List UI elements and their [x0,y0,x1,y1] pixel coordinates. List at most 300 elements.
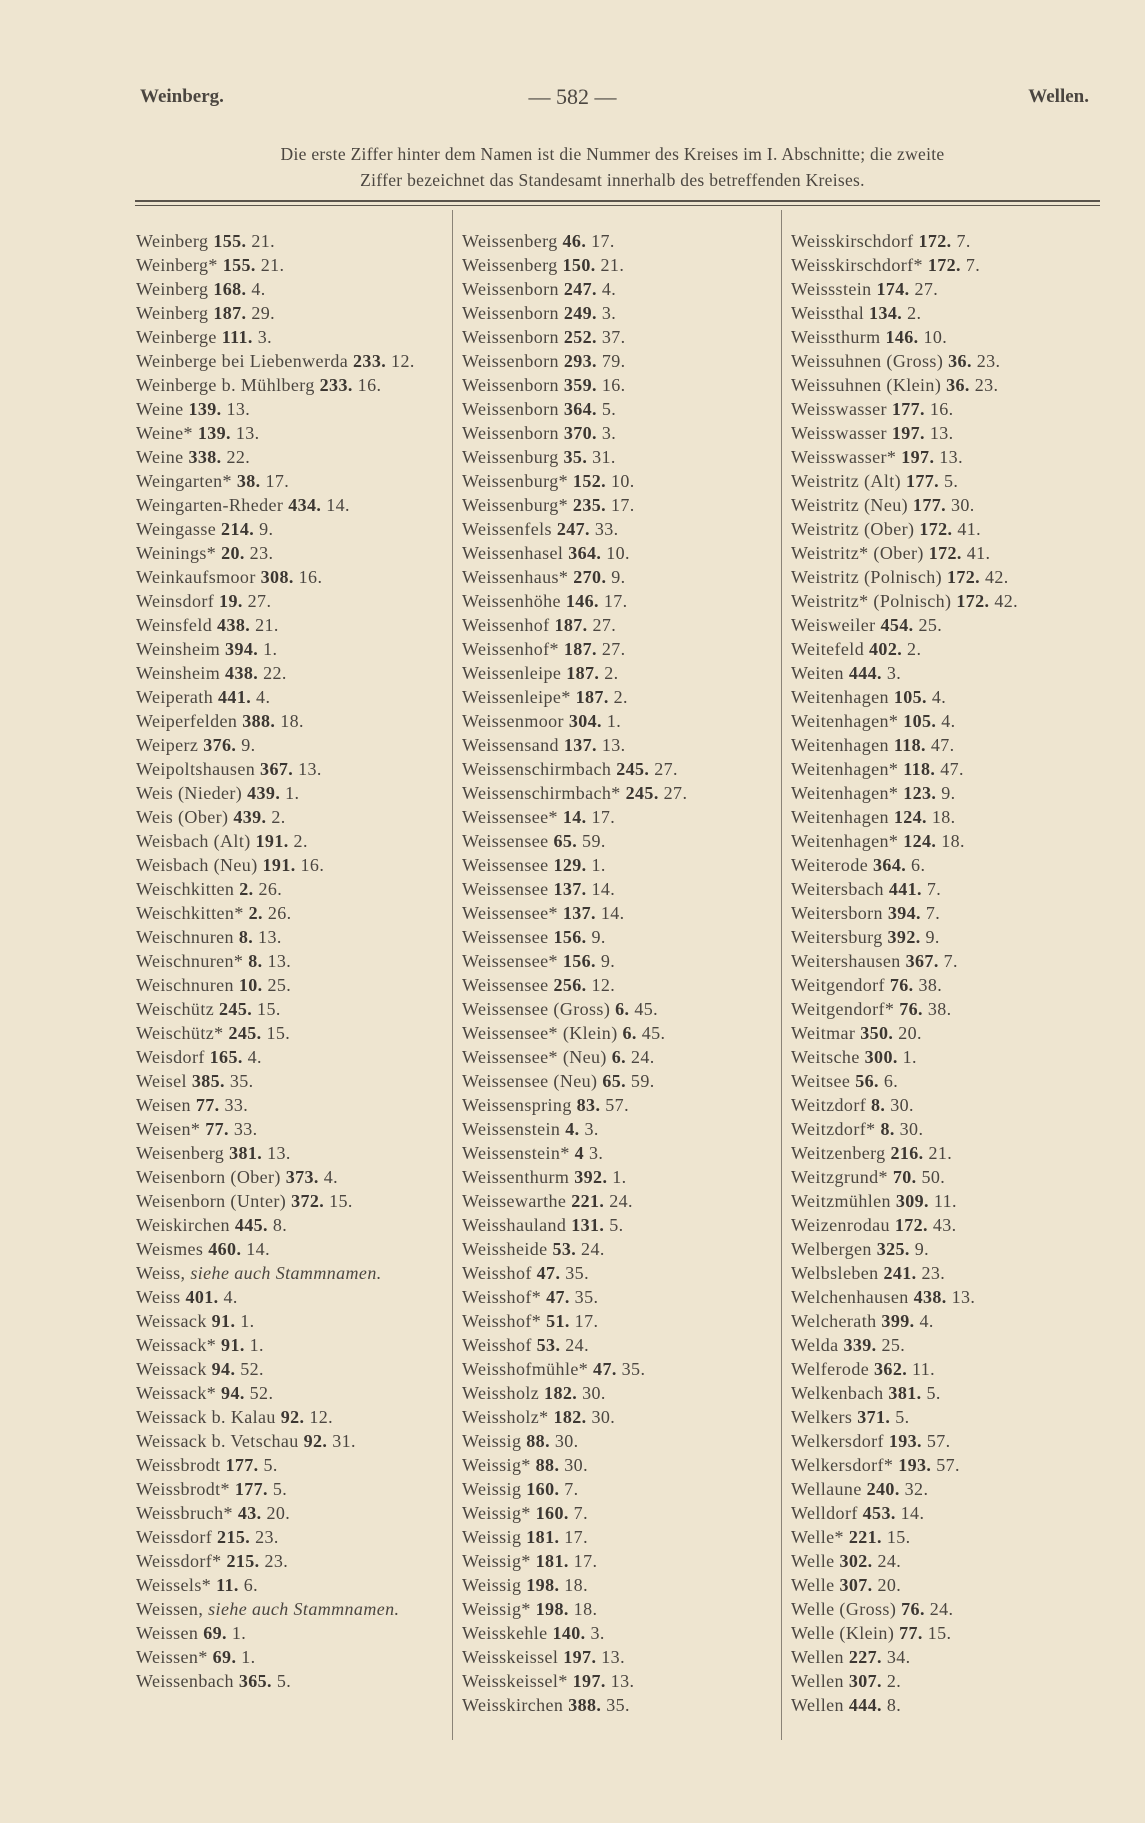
index-entry [136,901,454,925]
place-name: Weisshof* [462,1287,542,1307]
registry-office-number: 13. [939,447,963,467]
place-name: Weitgendorf* [791,999,895,1019]
index-entry [136,1165,454,1189]
registry-office-number: 37. [601,327,626,347]
place-name: Weissheide [462,1239,548,1259]
index-entry [791,1621,1109,1645]
place-name: Weissenleipe [462,663,562,683]
district-number: 381. [229,1143,263,1163]
place-name: Weinberge b. Mühlberg [136,375,315,395]
index-entry [136,445,454,469]
place-name: Weitenhagen [791,687,889,707]
registry-office-number: 9. [600,951,616,971]
district-number: 43. [237,1503,262,1523]
district-number: 307. [848,1671,882,1691]
district-number: 105. [893,687,927,707]
district-number: 309. [895,1191,929,1211]
place-name: Weismes [136,1239,204,1259]
district-number: 197. [891,423,925,443]
district-number: 156. [562,951,596,971]
registry-office-number: 5. [263,1455,278,1475]
index-entry [136,277,454,301]
district-number: 438. [913,1287,947,1307]
index-entry [136,829,454,853]
place-name: Weissenborn [462,399,559,419]
index-entry [791,1693,1109,1717]
place-name: Weissenberg [462,255,558,275]
district-number: 91. [221,1335,245,1355]
place-name: Weizenrodau [791,1215,890,1235]
place-name: Weitenhagen* [791,831,899,851]
place-name: Wellen [791,1647,844,1667]
index-entry [136,349,454,373]
registry-office-number: 41. [966,543,991,563]
district-number: 438. [217,615,251,635]
district-number: 56. [855,1071,879,1091]
district-number: 88. [535,1455,560,1475]
registry-office-number: 13. [298,759,322,779]
index-entry [462,733,780,757]
district-number: 69. [212,1647,237,1667]
place-name: Weissuhnen (Gross) [791,351,944,371]
district-number: 308. [260,567,294,587]
district-number: 270. [573,567,607,587]
registry-office-number: 27. [592,615,617,635]
index-entry [462,661,780,685]
index-entry [462,901,780,925]
index-entry [136,1021,454,1045]
district-number: 441. [888,879,922,899]
place-name: Weissig [462,1575,522,1595]
index-entry [462,925,780,949]
registry-office-number: 21. [600,255,625,275]
index-entry [791,1333,1109,1357]
place-name: Weissensee [462,831,549,851]
district-number: 92. [280,1407,305,1427]
index-entry [791,589,1109,613]
place-name: Welcherath [791,1311,877,1331]
place-name: Weisen* [136,1119,201,1139]
place-name: Weisskehle [462,1623,548,1643]
district-number: 197. [901,447,935,467]
district-number: 182. [544,1383,578,1403]
index-entry [462,709,780,733]
place-name: Welbergen [791,1239,872,1259]
index-entry [791,1213,1109,1237]
place-name: Weisshof [462,1335,532,1355]
registry-office-number: 16. [357,375,382,395]
district-number: 399. [881,1311,915,1331]
index-entry [136,1357,454,1381]
index-entry [791,733,1109,757]
district-number: 221. [571,1191,605,1211]
place-name: Weinberge [136,327,217,347]
index-entry [462,1597,780,1621]
index-entry [462,1645,780,1669]
registry-office-number: 30. [890,1095,914,1115]
district-number: 146. [885,327,919,347]
place-name: Weitmar [791,1023,856,1043]
index-entry [462,1525,780,1549]
registry-office-number: 6. [911,855,926,875]
index-entry [791,973,1109,997]
district-number: 339. [843,1335,877,1355]
page-number: — 582 — [528,84,617,109]
district-number: 187. [554,615,588,635]
district-number: 214. [221,519,255,539]
district-number: 197. [572,1671,606,1691]
place-name: Weitersborn [791,903,883,923]
index-entry [791,517,1109,541]
registry-office-number: 12. [591,975,616,995]
index-column-1 [136,229,454,1693]
index-entry [136,229,454,253]
index-entry [136,1621,454,1645]
index-entry [791,853,1109,877]
place-name: Weissbrodt [136,1455,221,1475]
district-number: 111. [221,327,253,347]
district-number: 35. [563,447,588,467]
index-entry [462,1477,780,1501]
index-entry [462,1573,780,1597]
place-name: Weipoltshausen [136,759,256,779]
registry-office-number: 20. [266,1503,291,1523]
district-number: 198. [535,1599,569,1619]
place-name: Weitzdorf [791,1095,867,1115]
index-entry [462,541,780,565]
district-number: 177. [234,1479,268,1499]
place-name: Welle (Klein) [791,1623,895,1643]
registry-office-number: 14. [600,903,625,923]
district-number: 233. [319,375,353,395]
place-name: Weissenborn [462,423,559,443]
place-name: Weissen [136,1623,199,1643]
index-entry [462,877,780,901]
registry-office-number: 38. [927,999,952,1019]
district-number: 439. [233,807,267,827]
registry-office-number: 1. [902,1047,917,1067]
index-entry [136,757,454,781]
district-number: 2. [248,903,263,923]
registry-office-number: 5. [895,1407,910,1427]
registry-office-number: 50. [921,1167,946,1187]
district-number: 76. [901,1599,925,1619]
index-entry [462,397,780,421]
district-number: 172. [946,567,981,587]
registry-office-number: 15. [257,999,281,1019]
registry-office-number: 42. [984,567,1009,587]
index-entry [462,1381,780,1405]
place-name: Weinsfeld [136,615,213,635]
district-number: 77. [195,1095,220,1115]
index-entry [791,1189,1109,1213]
district-number: 51. [546,1311,570,1331]
registry-office-number: 27. [654,759,678,779]
registry-office-number: 17. [603,591,628,611]
registry-office-number: 52. [240,1359,264,1379]
index-entry [791,565,1109,589]
district-number: 402. [869,639,903,659]
district-number: 36. [948,351,972,371]
place-name: Weissthurm [791,327,881,347]
district-number: 181. [535,1551,569,1571]
index-entry [462,1549,780,1573]
place-name: Weine [136,447,184,467]
index-entry [462,253,780,277]
index-entry [791,1429,1109,1453]
district-number: 394. [887,903,921,923]
registry-office-number: 1. [612,1167,627,1187]
place-name: Weischnuren [136,927,234,947]
district-number: 364. [563,399,597,419]
district-number: 444. [848,663,882,683]
place-name: Weistritz* (Ober) [791,543,924,563]
district-number: 47. [593,1359,617,1379]
district-number: 249. [563,303,597,323]
place-name: Weisshauland [462,1215,567,1235]
registry-office-number: 5. [272,1479,288,1499]
district-number: 177. [912,495,947,515]
registry-office-number: 13. [610,1671,635,1691]
registry-office-number: 23. [255,1527,279,1547]
place-name: Weissack [136,1359,207,1379]
district-number: 131. [571,1215,605,1235]
registry-office-number: 24. [581,1239,605,1259]
registry-office-number: 7. [943,951,958,971]
place-name: Weissenborn [462,375,559,395]
district-number: 304. [568,711,602,731]
registry-office-number: 11. [933,1191,957,1211]
district-number: 38. [236,471,261,491]
index-entry [136,1285,454,1309]
district-number: 445. [234,1215,268,1235]
registry-office-number: 7. [564,1479,579,1499]
place-name: Welle (Gross) [791,1599,897,1619]
index-entry [791,253,1109,277]
district-number: 307. [839,1575,873,1595]
registry-office-number: 2. [613,687,628,707]
place-name: Weissack [136,1311,207,1331]
district-number: 364. [873,855,907,875]
registry-office-number: 16. [298,567,323,587]
district-number: 191. [255,831,289,851]
district-number: 94. [211,1359,236,1379]
district-number: 227. [848,1647,882,1667]
registry-office-number: 8. [886,1695,902,1715]
place-name: Weinkaufsmoor [136,567,256,587]
cross-reference: siehe auch Stammnamen. [208,1599,400,1619]
place-name: Weisenborn (Unter) [136,1191,287,1211]
index-entry [462,1405,780,1429]
registry-office-number: 41. [957,519,982,539]
index-entry [791,1309,1109,1333]
district-number: 47. [546,1287,570,1307]
place-name: Weissack b. Kalau [136,1407,276,1427]
district-number: 137. [563,735,597,755]
place-name: Weiperz [136,735,199,755]
district-number: 6. [622,1023,637,1043]
district-number: 441. [218,687,252,707]
index-entry [136,1501,454,1525]
place-name: Weissenberg [462,231,558,251]
index-entry [791,1165,1109,1189]
district-number: 187. [213,303,247,323]
place-name: Weischnuren* [136,951,244,971]
index-entry [462,421,780,445]
registry-office-number: 34. [886,1647,911,1667]
index-entry [462,1213,780,1237]
registry-office-number: 1. [606,711,622,731]
place-name: Weitzmühlen [791,1191,891,1211]
place-name: Weissen* [136,1647,208,1667]
place-name: Welle [791,1551,835,1571]
registry-office-number: 3. [590,1623,605,1643]
place-name: Weissack* [136,1383,217,1403]
registry-office-number: 23. [921,1263,946,1283]
place-name: Wellen [791,1671,844,1691]
index-entry [462,445,780,469]
district-number: 20. [221,543,245,563]
registry-office-number: 27. [663,783,688,803]
place-name: Weissdorf [136,1527,213,1547]
column-divider [781,210,782,1740]
place-name: Weisbach (Neu) [136,855,258,875]
registry-office-number: 7. [965,255,981,275]
district-number: 193. [888,1431,922,1451]
place-name: Weisswasser [791,399,887,419]
registry-office-number: 18. [931,807,956,827]
district-number: 4 [574,1143,585,1163]
registry-office-number: 17. [265,471,290,491]
registry-office-number: 13. [235,423,260,443]
place-name: Weissenhof [462,615,550,635]
place-name: Weitsche [791,1047,860,1067]
place-name: Weissenburg* [462,495,569,515]
index-entry [136,517,454,541]
registry-office-number: 24. [877,1551,902,1571]
index-entry [136,1525,454,1549]
place-name: Weischkitten [136,879,235,899]
registry-office-number: 30. [564,1455,588,1475]
place-name: Weissenburg* [462,471,569,491]
registry-office-number: 9. [925,927,940,947]
district-number: 77. [205,1119,229,1139]
index-entry [791,1285,1109,1309]
place-name: Weissensee (Gross) [462,999,611,1019]
index-entry [791,493,1109,517]
district-number: 252. [563,327,597,347]
place-name: Weisshofmühle* [462,1359,589,1379]
index-entry [136,397,454,421]
registry-office-number: 1. [249,1335,264,1355]
place-name: Weissensee* (Klein) [462,1023,618,1043]
registry-office-number: 16. [601,375,626,395]
index-entry [136,253,454,277]
registry-office-number: 35. [621,1359,646,1379]
index-entry [462,1117,780,1141]
district-number: 367. [905,951,939,971]
place-name: Weissenborn [462,279,559,299]
place-name: Weingasse [136,519,217,539]
place-name: Weinberg [136,231,209,251]
district-number: 364. [568,543,602,563]
district-number: 124. [903,831,937,851]
registry-office-number: 3. [588,1143,604,1163]
place-name: Weistritz (Polnisch) [791,567,943,587]
index-entry [136,1333,454,1357]
district-number: 338. [188,447,222,467]
registry-office-number: 33. [594,519,619,539]
registry-office-number: 9. [941,783,956,803]
index-entry [136,925,454,949]
place-name: Weissenborn [462,327,559,347]
double-rule-bottom [135,205,1100,206]
place-name: Weistritz (Alt) [791,471,902,491]
place-name: Weissack* [136,1335,217,1355]
place-name: Weitenhagen* [791,783,899,803]
explanatory-note-line-2: Ziffer bezeichnet das Standesamt innerhalb des betreffenden Kreises. [360,170,865,190]
district-number: 91. [211,1311,236,1331]
place-name: Weissenstein* [462,1143,570,1163]
place-name: Weissack b. Vetschau [136,1431,299,1451]
index-entry [791,421,1109,445]
district-number: 83. [576,1095,601,1115]
district-number: 373. [285,1167,319,1187]
registry-office-number: 4. [941,711,956,731]
index-entry [791,541,1109,565]
index-entry [462,1237,780,1261]
district-number: 172. [928,543,962,563]
district-number: 77. [899,1623,923,1643]
place-name: Weiskirchen [136,1215,230,1235]
index-entry [791,469,1109,493]
registry-office-number: 9. [259,519,274,539]
index-entry [791,1141,1109,1165]
district-number: 362. [874,1359,908,1379]
place-name: Weisskirschdorf* [791,255,923,275]
registry-office-number: 9. [611,567,626,587]
place-name: Weisskeissel [462,1647,559,1667]
registry-office-number: 42. [994,591,1019,611]
index-entry [791,1453,1109,1477]
registry-office-number: 27. [914,279,939,299]
place-name: Welkersdorf* [791,1455,894,1475]
place-name: Weissig* [462,1455,531,1475]
place-name: Weisshof* [462,1311,542,1331]
index-entry [462,853,780,877]
place-name: Welldorf [791,1503,858,1523]
index-entry [791,397,1109,421]
registry-office-number: 12. [391,351,415,371]
district-number: 168. [213,279,247,299]
registry-office-number: 15. [886,1527,911,1547]
place-name: Weine* [136,423,193,443]
place-name: Weisshof [462,1263,532,1283]
index-entry [462,1261,780,1285]
place-name: Weitersburg [791,927,883,947]
registry-office-number: 13. [267,1143,291,1163]
index-entry [136,613,454,637]
registry-office-number: 24. [565,1335,589,1355]
place-name: Weischütz* [136,1023,224,1043]
index-entry [136,1309,454,1333]
registry-office-number: 33. [233,1119,258,1139]
registry-office-number: 4. [256,687,271,707]
district-number: 160. [526,1479,560,1499]
place-name: Weistritz (Neu) [791,495,909,515]
place-name: Weissensand [462,735,559,755]
registry-office-number: 21. [928,1143,953,1163]
